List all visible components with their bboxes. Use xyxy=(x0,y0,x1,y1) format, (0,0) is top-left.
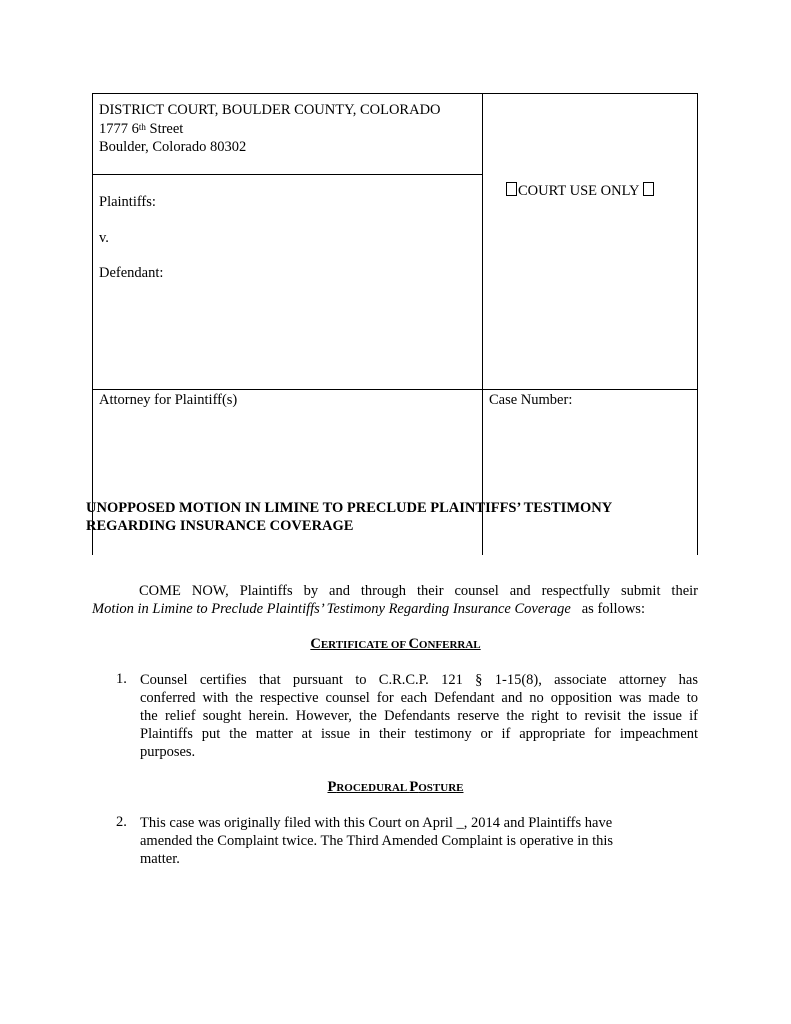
item-2-line-3: matter. xyxy=(140,851,180,867)
caption-court-rule xyxy=(92,174,483,175)
motion-title-line-2: REGARDING INSURANCE COVERAGE xyxy=(86,518,354,534)
motion-title-line-1: UNOPPOSED MOTION IN LIMINE TO PRECLUDE PLAINTIFFS’ TESTIMONY xyxy=(86,500,613,516)
box-glyph-icon xyxy=(643,182,654,196)
street-number: 1777 6 xyxy=(99,121,139,137)
intro-line-2 xyxy=(92,600,698,618)
court-name: DISTRICT COURT, BOULDER COUNTY, COLORADO xyxy=(99,102,441,118)
item-2-line-1: This case was originally filed with this Court on April _, 2014 and Plaintiffs have xyxy=(140,815,613,831)
item-1-line-5: purposes. xyxy=(140,744,196,760)
caption-attorney-rule xyxy=(92,389,698,390)
court-street xyxy=(99,120,183,138)
caption-box-right xyxy=(697,93,698,555)
item-1-line-1: Counsel certifies that pursuant to C.R.C.P. 121 § 1-15(8), associate attorney has xyxy=(140,672,698,688)
intro-line-1: COME NOW, Plaintiffs by and through their counsel and respectfully submit their xyxy=(139,583,698,599)
street-superscript: th xyxy=(138,122,146,132)
street-name: Street xyxy=(145,121,184,137)
defendant-label: Defendant: xyxy=(99,265,164,281)
attorney-label: Attorney for Plaintiff(s) xyxy=(99,392,238,408)
caption-box-divider xyxy=(482,93,483,555)
court-use-only xyxy=(506,182,654,200)
intro-motion-name: Motion in Limine to Preclude Plaintiffs’ Testimony Regarding Insurance Coverage xyxy=(92,601,571,617)
court-use-only-label: COURT USE ONLY xyxy=(518,183,643,199)
court-city: Boulder, Colorado 80302 xyxy=(99,139,247,155)
versus-label: v. xyxy=(99,230,109,246)
plaintiffs-label: Plaintiffs: xyxy=(99,194,156,210)
box-glyph-icon xyxy=(506,182,517,196)
caption-box-left xyxy=(92,93,93,555)
item-2-number: 2. xyxy=(116,814,127,830)
item-2-line-2: amended the Complaint twice. The Third Amended Complaint is operative in this xyxy=(140,833,614,849)
heading-certificate-of-conferral: CERTIFICATE OF CONFERRAL xyxy=(310,636,481,652)
intro-tail: as follows: xyxy=(581,601,645,617)
item-1-line-2: conferred with the respective counsel for each Defendant and no opposition was made to xyxy=(140,690,698,706)
heading-procedural-posture: PROCEDURAL POSTURE xyxy=(327,779,464,795)
case-number-label: Case Number: xyxy=(489,392,573,408)
item-1-line-3: the relief sought herein. However, the Defendants reserve the right to revisit the issue if xyxy=(140,708,698,724)
caption-box-top xyxy=(92,93,698,94)
item-1-line-4: Plaintiffs put the matter at issue in their testimony or if appropriate for impeachment xyxy=(140,726,698,742)
item-1-number: 1. xyxy=(116,671,127,687)
